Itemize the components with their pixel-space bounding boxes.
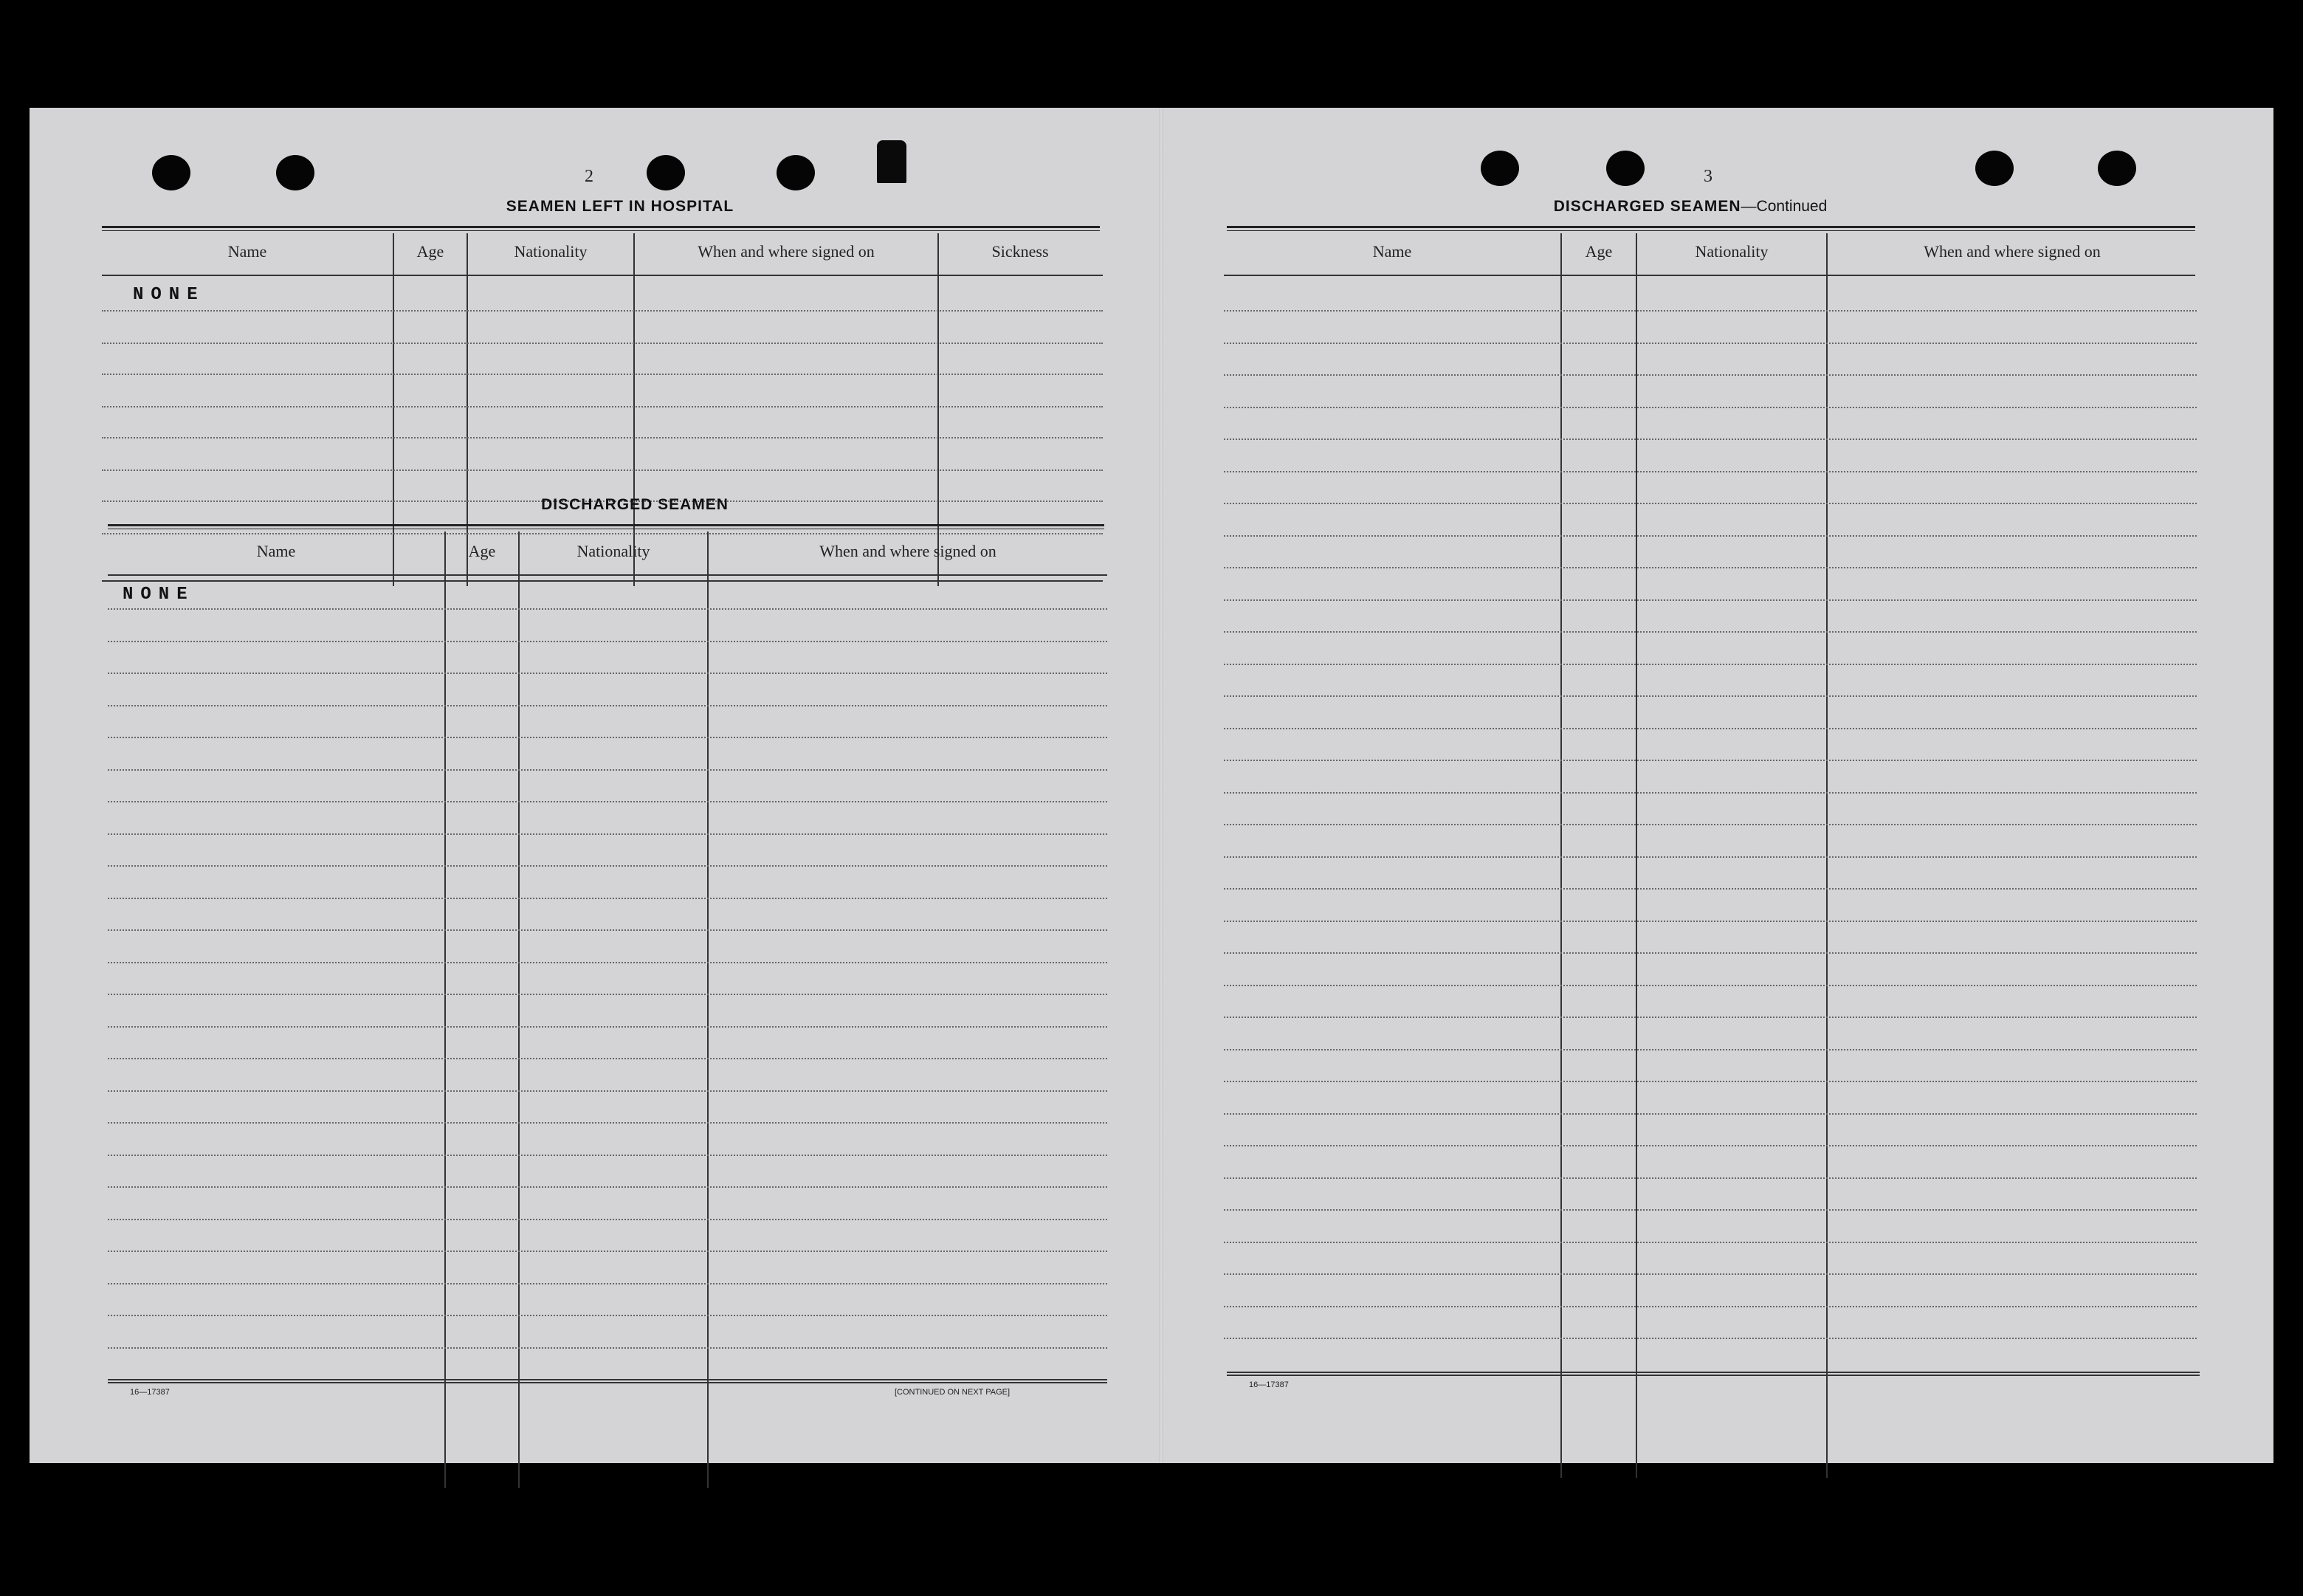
punch-hole — [2098, 151, 2136, 186]
hospital-col-nationality: Nationality — [514, 242, 588, 261]
right-col-name: Name — [1372, 242, 1412, 261]
punch-hole — [1481, 151, 1519, 186]
hospital-col-signed-on: When and where signed on — [698, 242, 875, 261]
ledger-row-line — [108, 1315, 1107, 1316]
ledger-row-line — [108, 1186, 1107, 1188]
ledger-row-line — [108, 962, 1107, 963]
hospital-row-line — [102, 437, 1103, 438]
hospital-row-line — [102, 406, 1103, 407]
ledger-row-line — [1224, 695, 2197, 697]
punch-hole — [276, 155, 314, 190]
ledger-row-line — [108, 1058, 1107, 1059]
ledger-row-line — [108, 1251, 1107, 1252]
right-col-signed-on: When and where signed on — [1924, 242, 2101, 261]
ledger-row-line — [1224, 535, 2197, 537]
ledger-row-line — [1224, 407, 2197, 408]
hospital-row-line — [102, 469, 1103, 471]
form-number-left: 16—17387 — [130, 1388, 170, 1397]
ledger-row-line — [1224, 1177, 2197, 1179]
discharged-col-signed-on: When and where signed on — [819, 542, 996, 560]
discharged-bottom-rule — [108, 1379, 1107, 1380]
right-bottom-rule — [1227, 1372, 2200, 1373]
binding-tab-mark — [877, 140, 906, 183]
ledger-row-line — [108, 673, 1107, 674]
hospital-col-sickness: Sickness — [991, 242, 1049, 261]
discharged-col-name: Name — [256, 542, 296, 560]
punch-hole — [647, 155, 685, 190]
ledger-row-line — [1224, 1306, 2197, 1307]
ledger-row-line — [1224, 985, 2197, 986]
ledger-row-line — [1224, 1242, 2197, 1243]
discharged-top-rule — [108, 524, 1104, 529]
ledger-row-line — [108, 929, 1107, 931]
ledger-row-line — [108, 769, 1107, 771]
form-number-right: 16—17387 — [1249, 1380, 1289, 1389]
ledger-row-line — [108, 833, 1107, 835]
page-number-left: 2 — [585, 167, 593, 186]
ledger-row-line — [1224, 1209, 2197, 1211]
ledger-row-line — [108, 1026, 1107, 1028]
discharged-col-divider — [707, 532, 709, 1488]
ledger-row-line — [108, 1155, 1107, 1156]
page-number-right: 3 — [1704, 167, 1712, 186]
right-col-nationality: Nationality — [1695, 242, 1769, 261]
ledger-row-line — [1224, 438, 2197, 440]
discharged-col-age: Age — [468, 542, 496, 560]
hospital-section-title: SEAMEN LEFT IN HOSPITAL — [506, 198, 734, 215]
ledger-row-line — [1224, 503, 2197, 504]
hospital-row-line — [102, 533, 1103, 534]
discharged-section-title: DISCHARGED SEAMEN — [541, 496, 729, 513]
ledger-row-line — [1224, 631, 2197, 633]
ledger-row-line — [1224, 1049, 2197, 1050]
right-header-rule — [1224, 275, 2195, 276]
page-fold — [1159, 108, 1163, 1463]
ledger-row-line — [1224, 664, 2197, 665]
ledger-row-line — [108, 1090, 1107, 1092]
punch-hole — [152, 155, 190, 190]
hospital-bottom-rule — [102, 580, 1103, 582]
ledger-row-line — [1224, 343, 2197, 344]
ledger-row-line — [1224, 888, 2197, 890]
ledger-row-line — [108, 705, 1107, 706]
right-bottom-rule — [1227, 1375, 2200, 1376]
ledger-row-line — [108, 737, 1107, 738]
ledger-row-line — [1224, 567, 2197, 568]
continued-suffix: —Continued — [1741, 198, 1828, 215]
ledger-row-line — [108, 1283, 1107, 1284]
discharged-continued-title-text: DISCHARGED SEAMEN — [1553, 198, 1741, 215]
punch-hole — [1975, 151, 2014, 186]
ledger-row-line — [1224, 374, 2197, 376]
ledger-row-line — [1224, 1113, 2197, 1115]
ledger-row-line — [1224, 792, 2197, 794]
discharged-row-name: NONE — [123, 585, 195, 605]
hospital-row-line — [102, 310, 1103, 312]
ledger-row-line — [1224, 599, 2197, 601]
discharged-col-divider — [518, 532, 520, 1488]
ledger-row-line — [1224, 728, 2197, 729]
hospital-row-name: NONE — [133, 285, 205, 305]
ledger-row-line — [1224, 760, 2197, 761]
hospital-row-line — [102, 374, 1103, 375]
ledger-row-line — [108, 608, 1107, 610]
discharged-continued-title — [1469, 198, 1912, 216]
punch-hole — [1606, 151, 1645, 186]
ledger-row-line — [1224, 856, 2197, 858]
discharged-bottom-rule — [108, 1382, 1107, 1383]
continued-note: [CONTINUED ON NEXT PAGE] — [895, 1388, 1011, 1397]
discharged-col-nationality: Nationality — [576, 542, 650, 560]
discharged-col-divider — [444, 532, 446, 1488]
ledger-row-line — [108, 994, 1107, 995]
hospital-col-age: Age — [416, 242, 444, 261]
hospital-top-rule — [102, 226, 1100, 231]
ledger-row-line — [1224, 824, 2197, 825]
ledger-row-line — [1224, 1145, 2197, 1146]
ledger-row-line — [1224, 921, 2197, 922]
ledger-row-line — [108, 865, 1107, 867]
hospital-col-name: Name — [227, 242, 267, 261]
ledger-row-line — [1224, 471, 2197, 472]
ledger-row-line — [1224, 1017, 2197, 1018]
right-top-rule — [1227, 226, 2195, 231]
ledger-row-line — [1224, 1338, 2197, 1339]
discharged-header-rule — [108, 574, 1107, 576]
ledger-row-line — [1224, 1273, 2197, 1275]
ledger-row-line — [1224, 1081, 2197, 1082]
ledger-row-line — [108, 1347, 1107, 1349]
hospital-row-line — [102, 343, 1103, 344]
ledger-row-line — [1224, 952, 2197, 954]
ledger-sheet — [30, 108, 2273, 1463]
punch-hole — [777, 155, 815, 190]
ledger-row-line — [1224, 310, 2197, 312]
hospital-header-rule — [102, 275, 1103, 276]
ledger-row-line — [108, 1219, 1107, 1220]
ledger-row-line — [108, 898, 1107, 899]
ledger-row-line — [108, 801, 1107, 802]
ledger-row-line — [108, 1122, 1107, 1124]
ledger-row-line — [108, 641, 1107, 642]
right-col-age: Age — [1585, 242, 1613, 261]
